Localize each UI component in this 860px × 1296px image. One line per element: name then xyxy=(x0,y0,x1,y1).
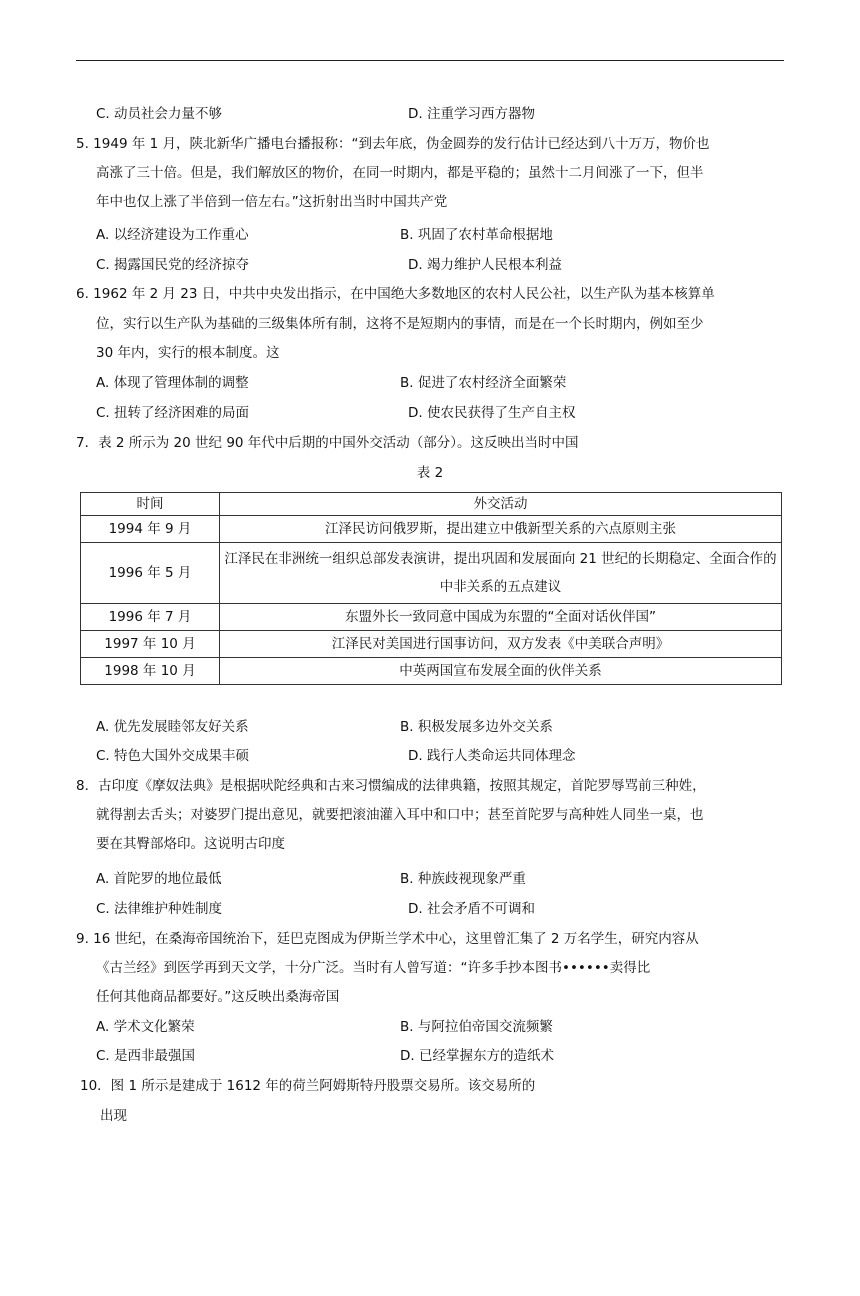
table-row xyxy=(81,543,782,604)
option-a: A. 以经济建设为工作重心 xyxy=(96,227,249,243)
option-d: D. 注重学习西方器物 xyxy=(408,106,535,122)
question-stem: 30 年内，实行的根本制度。这 xyxy=(96,345,280,361)
question-stem: 7．表 2 所示为 20 世纪 90 年代中后期的中国外交活动（部分）。这反映出当时中国 xyxy=(76,435,579,451)
option-a: A. 体现了管理体制的调整 xyxy=(96,375,249,391)
option-c: C. 扭转了经济困难的局面 xyxy=(96,405,250,421)
option-b: B. 种族歧视现象严重 xyxy=(400,871,526,887)
question-stem: 8．古印度《摩奴法典》是根据吠陀经典和古来习惯编成的法律典籍，按照其规定，首陀罗辱骂前三种姓， xyxy=(76,778,706,794)
cell-time: 1994 年 9 月 xyxy=(81,516,220,543)
option-b: B. 促进了农村经济全面繁荣 xyxy=(400,375,567,391)
cell-activity: 江泽民在非洲统一组织总部发表演讲，提出巩固和发展面向 21 世纪的长期稳定、全面合作的中非关系的五点建议 xyxy=(220,543,782,604)
question-stem: 5. 1949 年 1 月，陕北新华广播电台播报称：“到去年底，伪金圆券的发行估计已经达到八十万万，物价也 xyxy=(76,136,710,152)
table-row xyxy=(81,516,782,543)
question-stem: 就得割去舌头；对婆罗门提出意见，就要把滚油灌入耳中和口中；甚至首陀罗与高种姓人同坐一桌，也 xyxy=(96,807,704,823)
question-stem: 年中也仅上涨了半倍到一倍左右。”这折射出当时中国共产党 xyxy=(96,194,448,210)
option-d: D. 竭力维护人民根本利益 xyxy=(408,257,562,273)
option-c: C. 揭露国民党的经济掠夺 xyxy=(96,257,250,273)
cell-time: 1998 年 10 月 xyxy=(81,658,220,685)
table-row xyxy=(81,604,782,631)
option-c: C. 是西非最强国 xyxy=(96,1048,196,1064)
option-b: B. 巩固了农村革命根据地 xyxy=(400,227,553,243)
question-stem: 任何其他商品都要好。”这反映出桑海帝国 xyxy=(96,989,340,1005)
option-b: B. 与阿拉伯帝国交流频繁 xyxy=(400,1019,553,1035)
question-stem: 要在其臀部烙印。这说明古印度 xyxy=(96,836,285,852)
option-d: D. 践行人类命运共同体理念 xyxy=(408,748,576,764)
cell-activity: 中英两国宣布发展全面的伙伴关系 xyxy=(220,658,782,685)
option-a: A. 优先发展睦邻友好关系 xyxy=(96,719,249,735)
cell-activity: 江泽民对美国进行国事访问，双方发表《中美联合声明》 xyxy=(220,631,782,658)
header-rule xyxy=(76,60,784,61)
table-row xyxy=(81,631,782,658)
cell-activity: 东盟外长一致同意中国成为东盟的“全面对话伙伴国” xyxy=(220,604,782,631)
table-caption: 表 2 xyxy=(416,465,444,481)
table-header-row xyxy=(81,493,782,516)
column-header-time: 时间 xyxy=(81,493,220,516)
option-d: D. 已经掌握东方的造纸术 xyxy=(400,1048,554,1064)
option-c: C. 特色大国外交成果丰硕 xyxy=(96,748,250,764)
option-a: A. 学术文化繁荣 xyxy=(96,1019,195,1035)
question-stem: 6. 1962 年 2 月 23 日，中共中央发出指示，在中国绝大多数地区的农村人民公社，以生产队为基本核算单 xyxy=(76,286,715,302)
question-stem: 位，实行以生产队为基础的三级集体所有制，这将不是短期内的事情，而是在一个长时期内，例如至少 xyxy=(96,316,704,332)
cell-time: 1996 年 5 月 xyxy=(81,543,220,604)
cell-activity: 江泽民访问俄罗斯，提出建立中俄新型关系的六点原则主张 xyxy=(220,516,782,543)
cell-time: 1997 年 10 月 xyxy=(81,631,220,658)
cell-time: 1996 年 7 月 xyxy=(81,604,220,631)
option-d: D. 使农民获得了生产自主权 xyxy=(408,405,576,421)
question-stem: 高涨了三十倍。但是，我们解放区的物价，在同一时期内，都是平稳的；虽然十二月间涨了一下，但半 xyxy=(96,165,704,181)
column-header-activity: 外交活动 xyxy=(220,493,782,516)
question-stem: 10．图 1 所示是建成于 1612 年的荷兰阿姆斯特丹股票交易所。该交易所的 xyxy=(80,1078,536,1094)
question-stem: 9. 16 世纪，在桑海帝国统治下，廷巴克图成为伊斯兰学术中心，这里曾汇集了 2 万名学生，研究内容从 xyxy=(76,931,699,947)
question-stem: 出现 xyxy=(100,1108,127,1124)
option-d: D. 社会矛盾不可调和 xyxy=(408,901,535,917)
option-c: C. 法律维护种姓制度 xyxy=(96,901,223,917)
question-stem: 《古兰经》到医学再到天文学，十分广泛。当时有人曾写道：“许多手抄本图书••••••卖得比 xyxy=(96,960,651,976)
diplomacy-table xyxy=(80,492,782,685)
option-c: C. 动员社会力量不够 xyxy=(96,106,223,122)
table-row xyxy=(81,658,782,685)
option-a: A. 首陀罗的地位最低 xyxy=(96,871,222,887)
option-b: B. 积极发展多边外交关系 xyxy=(400,719,553,735)
